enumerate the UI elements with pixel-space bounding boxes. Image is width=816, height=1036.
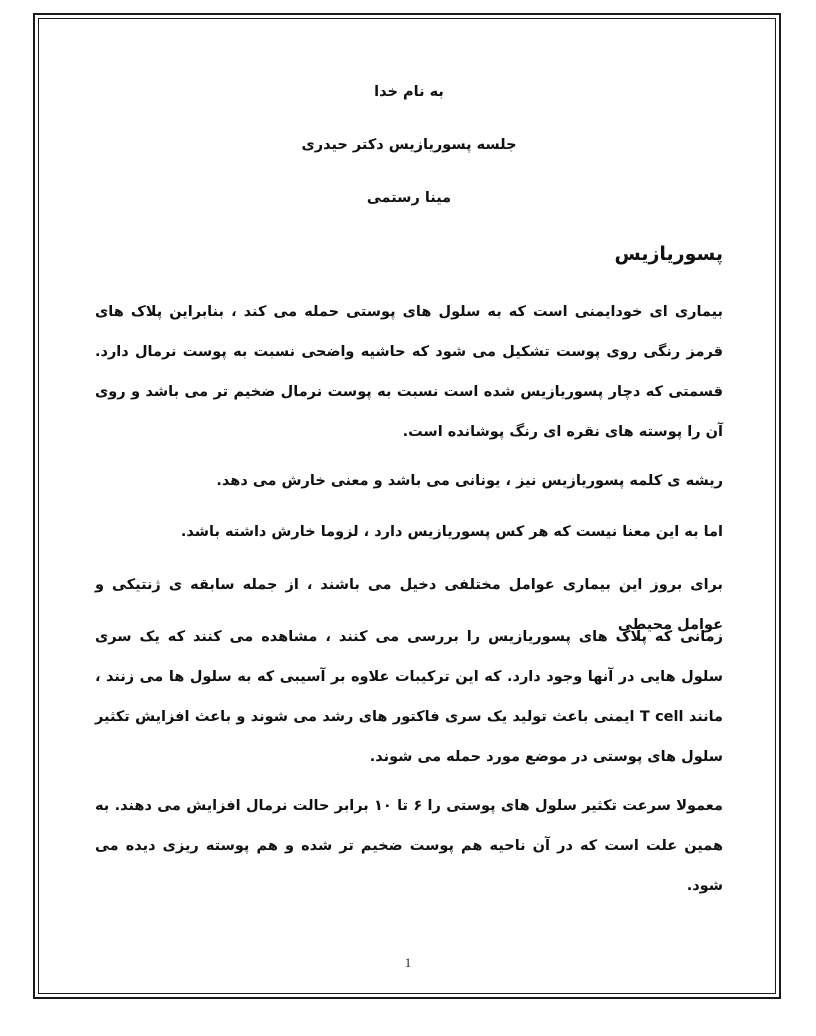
paragraph-definition: بیماری ای خودایمنی است که به سلول های پوستی حمله می کند ، بنابراین پلاک های قرمز رنگی روی پوست تشکیل می شود که حاشیه واضحی نسبت به پوست نرمال دارد. قسمتی که دچار پسوریازیس شده است نسبت به پوست نرمال ضخیم تر می باشد و روی آن را پوسته های نقره ای رنگ پوشانده است.: [95, 304, 723, 440]
paragraph-itching: اما به این معنا نیست که هر کس پسوریازیس دارد ، لزوما خارش داشته باشد.: [180, 524, 723, 540]
paragraph-proliferation: معمولا سرعت تکثیر سلول های پوستی را ۶ تا ۱۰ برابر حالت نرمال افزایش می دهند. به همین علت است که در آن ناحیه هم پوست ضخیم تر شده و هم پوسته ریزی دیده می شود.: [95, 798, 723, 894]
session-title: جلسه پسوریازیس دکتر حیدری: [301, 137, 517, 153]
section-heading: پسوریازیس: [614, 243, 723, 265]
paragraph-causes: برای بروز این بیماری عوامل مختلفی دخیل می باشند ، از جمله سابقه ی ژنتیکی و عوامل محیطی: [95, 577, 723, 633]
author-name: مینا رستمی: [366, 190, 452, 206]
paragraph-etymology: ریشه ی کلمه پسوریازیس نیز ، یونانی می باشد و معنی خارش می دهد.: [216, 473, 723, 489]
paragraph-mechanism: زمانی که پلاک های پسوریازیس را بررسی می کنند ، مشاهده می کنند که یک سری سلول هایی در آنها وجود دارد. که این ترکیبات علاوه بر آسیبی که به سلول ها می زنند ، مانند T cell ایمنی باعث تولید یک سری فاکتور های رشد می شوند و باعث افزایش تکثیر سلول های پوستی در موضع مورد حمله می شوند.: [95, 629, 724, 765]
page-number: 1: [404, 955, 412, 970]
greeting-line: به نام خدا: [374, 84, 444, 100]
